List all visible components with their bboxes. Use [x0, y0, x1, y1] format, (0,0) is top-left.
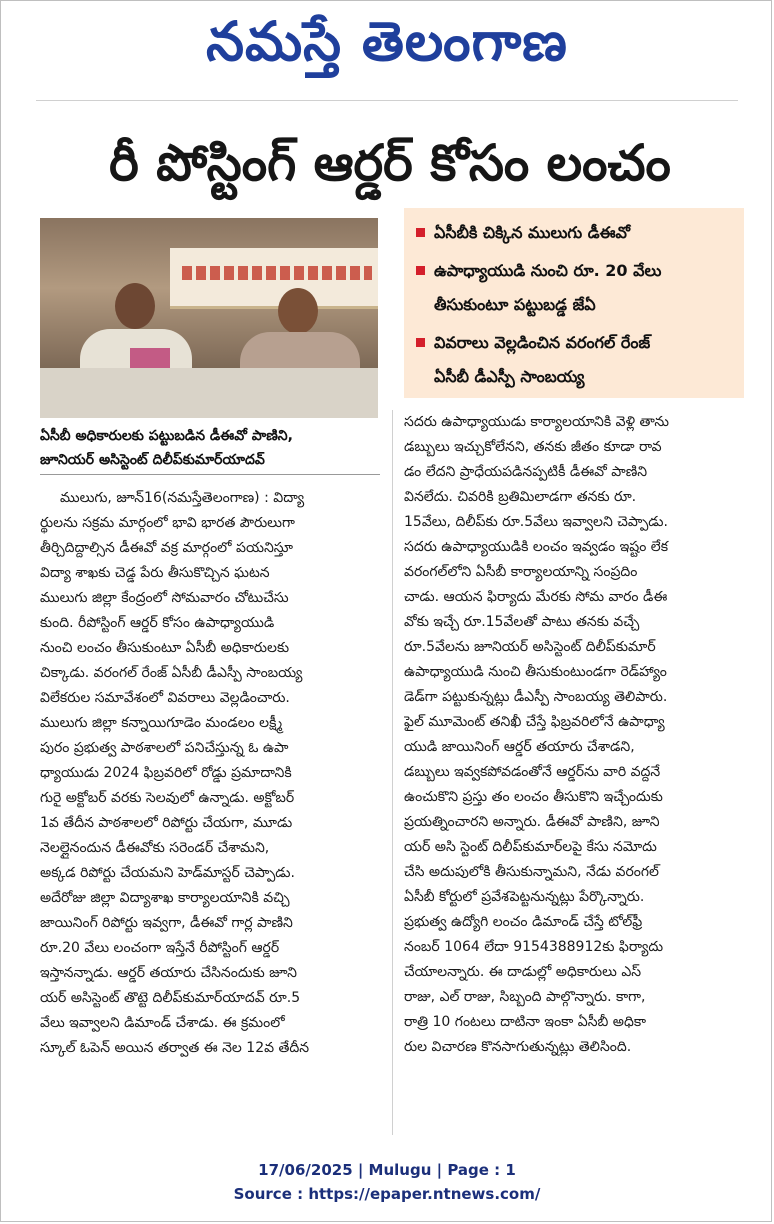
article-body-line: ములుగు, జూన్16(నమస్తేతెలంగాణ) : విద్యా: [60, 490, 305, 506]
highlight-item: [416, 216, 738, 250]
footer-date-location: 17/06/2025 | Mulugu | Page : 1: [258, 1161, 516, 1179]
article-body-line: రూ.20 వేలు లంచంగా ఇస్తేనే రీపోస్టింగ్ ఆర్డర్: [40, 940, 280, 956]
article-body-line: డబ్బులు ఇచ్చుకోలేనని, తనకు జీతం కూడా రావ: [404, 439, 662, 455]
article-body-line: సదరు ఉపాధ్యాయుడికి లంచం ఇవ్వడం ఇష్టం లేక: [404, 539, 669, 555]
article-body-line: చిక్కాడు. వరంగల్ రేంజ్ ఏసీబీ డీఎస్పీ సాంబయ్య: [40, 665, 303, 681]
article-body-line: కుంది. రీపోస్టింగ్ ఆర్డర్ కోసం ఉపాధ్యాయుడి: [40, 615, 275, 631]
photo-table-items: [130, 348, 170, 368]
article-body-line: వినలేదు. చివరికి బ్రతిమిలాడగా తనకు రూ.: [404, 489, 637, 505]
article-body-line: అక్కడ రిపోర్టు చేయమని హెడ్‌మాస్టర్ చెప్పాడు.: [40, 865, 295, 881]
article-body-line: రాత్రి 10 గంటలు దాటినా ఇంకా ఏసీబీ అధికా: [404, 1014, 647, 1030]
article-body-line: సదరు ఉపాధ్యాయుడు కార్యాలయానికి వెళ్లి తాను: [404, 414, 670, 430]
article-body-line: నెలల్లైనందున డీఈవోకు సరెండర్ చేశామని,: [40, 840, 270, 856]
article-body-line: తీర్చిదిద్దాల్సిన డీఈవో వక్ర మార్గంలో పయనిస్తూ: [40, 540, 293, 556]
article-body-line: రుల విచారణ కొనసాగుతున్నట్లు తెలిసింది.: [404, 1039, 632, 1055]
article-body-line: ర్థులను సక్రమ మార్గంలో భావి భారత పౌరులుగా: [40, 515, 295, 531]
article-body-line: ధ్యాయుడు 2024 ఫిబ్రవరిలో రోడ్డు ప్రమాదానికి: [40, 765, 292, 781]
newspaper-masthead: నమస్తే తెలంగాణ: [206, 10, 568, 73]
article-body-line: విద్యా శాఖకు చెడ్డ పేరు తీసుకొచ్చిన ఘటన: [40, 565, 270, 581]
highlight-item: [416, 326, 738, 394]
photo-caption: [40, 424, 380, 475]
square-bullet-icon: [416, 338, 425, 347]
article-body-line: డెడ్‌గా పట్టుకున్నట్లు డీఎస్పీ సాంబయ్య తెలిపారు.: [404, 689, 668, 705]
article-body-line: యుడి జాయినింగ్ ఆర్డర్ తయారు చేశాడని,: [404, 739, 635, 755]
article-body-line: చేసి అదుపులోకి తీసుకున్నామని, నేడు వరంగల్: [404, 864, 659, 880]
article-body-line: జాయినింగ్ రిపోర్టు ఇవ్వగా, డీఈవో గార్ల పాణిని: [40, 915, 293, 931]
article-body-line: రూ.5వేలను జూనియర్ అసిస్టెంట్ దిలీప్‌కుమార్: [404, 639, 656, 655]
square-bullet-icon: [416, 228, 425, 237]
photo-banner-lettering: [182, 266, 372, 280]
article-body-line: ప్రభుత్వ ఉద్యోగి లంచం డిమాండ్ చేస్తే టోల్‌ఫ్రీ: [404, 914, 643, 930]
article-body-line: ములుగు జిల్లా కేంద్రంలో సోమవారం చోటుచేసు: [40, 590, 289, 606]
article-body-line: రాజు, ఎల్ రాజు, సిబ్బంది పాల్గొన్నారు. కాగా,: [404, 989, 646, 1005]
article-body-line: 15వేలు, దిలీప్‌కు రూ.5వేలు ఇవ్వాలని చెప్పాడు.: [404, 514, 668, 530]
news-photo: [40, 218, 378, 418]
article-body-line: చేయాలన్నారు. ఈ దాడుల్లో అధికారులు ఎస్: [404, 964, 642, 980]
article-body-line: నుంచి లంచం తీసుకుంటూ ఏసీబీ అధికారులకు: [40, 640, 290, 656]
article-body-line: ఉపాధ్యాయుడి నుంచి తీసుకుంటుండగా రెడ్‌హ్యాం: [404, 664, 667, 680]
article-body-line: ఉంచుకొని ప్రస్తు తం లంచం తీసుకొని ఇచ్చేందుకు: [404, 789, 663, 805]
article-body-line: అదేరోజు జిల్లా విద్యాశాఖ కార్యాలయానికి వచ్చి: [40, 890, 290, 906]
article-body-line: గురై అక్టోబర్ వరకు సెలవులో ఉన్నాడు. అక్టోబర్: [40, 790, 295, 806]
article-body-right-column: [404, 410, 746, 1060]
article-body-line: డం లేదని ప్రాధేయపడినప్పటికీ డీఈవో పాణిని: [404, 464, 648, 480]
article-body-line: విలేకరుల సమావేశంలో వివరాలు వెల్లడించారు.: [40, 690, 290, 706]
article-body-left-column: [40, 486, 380, 1061]
highlight-line: ఏసీబీకి చిక్కిన ములుగు డీఈవో: [434, 223, 631, 242]
highlight-line: ఏసీబీ డీఎస్పీ సాంబయ్య: [434, 367, 585, 386]
article-body-line: యర్ అసిస్టెంట్ తొట్టె దిలీప్‌కుమార్‌యాదవ్ రూ.5: [40, 990, 301, 1006]
page-footer: [0, 1158, 774, 1206]
article-body-line: స్కూల్ ఓపెన్ అయిన తర్వాత ఈ నెల 12వ తేదీన: [40, 1040, 310, 1056]
article-body-line: ఏసీబీ కోర్టులో ప్రవేశపెట్టనున్నట్లు పేర్కొన్నారు.: [404, 889, 645, 905]
highlight-line: తీసుకుంటూ పట్టుబడ్డ జేఏ: [434, 295, 596, 314]
masthead-divider: [36, 100, 738, 101]
article-body-line: ఫైల్ మూమెంట్ తనిఖీ చేస్తే ఫిబ్రవరిలోనే ఉపాధ్యా: [404, 714, 665, 730]
square-bullet-icon: [416, 266, 425, 275]
highlight-line: వివరాలు వెల్లడించిన వరంగల్ రేంజ్: [434, 333, 651, 352]
article-body-line: ప్రయత్నించారని అన్నారు. డీఈవో పాణిని, జూని: [404, 814, 660, 830]
article-body-line: వేలు ఇవ్వాలని డిమాండ్ చేశాడు. ఈ క్రమంలో: [40, 1015, 285, 1031]
article-body-line: వోకు ఇచ్చే రూ.15వేలతో పాటు తనకు వచ్చే: [404, 614, 640, 630]
footer-source: Source : https://epaper.ntnews.com/: [233, 1185, 541, 1203]
article-body-line: నంబర్ 1064 లేదా 9154388912కు ఫిర్యాదు: [404, 939, 664, 955]
article-body-line: 1వ తేదీన పాఠశాలలో రిపోర్టు చేయగా, మూడు: [40, 815, 293, 831]
photo-caption-line: జూనియర్ అసిస్టెంట్ దిలీప్‌కుమార్‌యాదవ్: [40, 452, 265, 468]
article-body-line: ములుగు జిల్లా కన్నాయిగూడెం మండలం లక్ష్మీ: [40, 715, 283, 731]
highlight-line: ఉపాధ్యాయుడి నుంచి రూ. 20 వేలు: [434, 261, 662, 280]
article-body-line: ఇస్తానన్నాడు. ఆర్డర్ తయారు చేసినందుకు జూని: [40, 965, 297, 981]
photo-table: [40, 368, 378, 418]
article-body-line: డబ్బులు ఇవ్వకపోవడంతోనే ఆర్డర్‌ను వారి వద్దనే: [404, 764, 661, 780]
highlights-box: [404, 208, 744, 398]
article-body-line: చాడు. ఆయన ఫిర్యాదు మేరకు సోమ వారం డీఈ: [404, 589, 668, 605]
column-divider: [392, 410, 393, 1135]
article-body-line: యర్ అసి స్టెంట్ దిలీప్‌కుమార్‌లపై కేసు నమోదు: [404, 839, 657, 855]
highlight-item: [416, 254, 738, 322]
photo-caption-line: ఏసీబీ అధికారులకు పట్టుబడిన డీఈవో పాణిని,: [40, 428, 293, 444]
article-body-line: పురం ప్రభుత్వ పాఠశాలలో పనిచేస్తున్న ఓ ఉపా: [40, 740, 289, 756]
article-headline: రీ పోస్టింగ్ ఆర్డర్ కోసం లంచం: [109, 134, 671, 192]
article-body-line: వరంగల్‌లోని ఏసీబీ కార్యాలయాన్ని సంప్రదిం: [404, 564, 638, 580]
